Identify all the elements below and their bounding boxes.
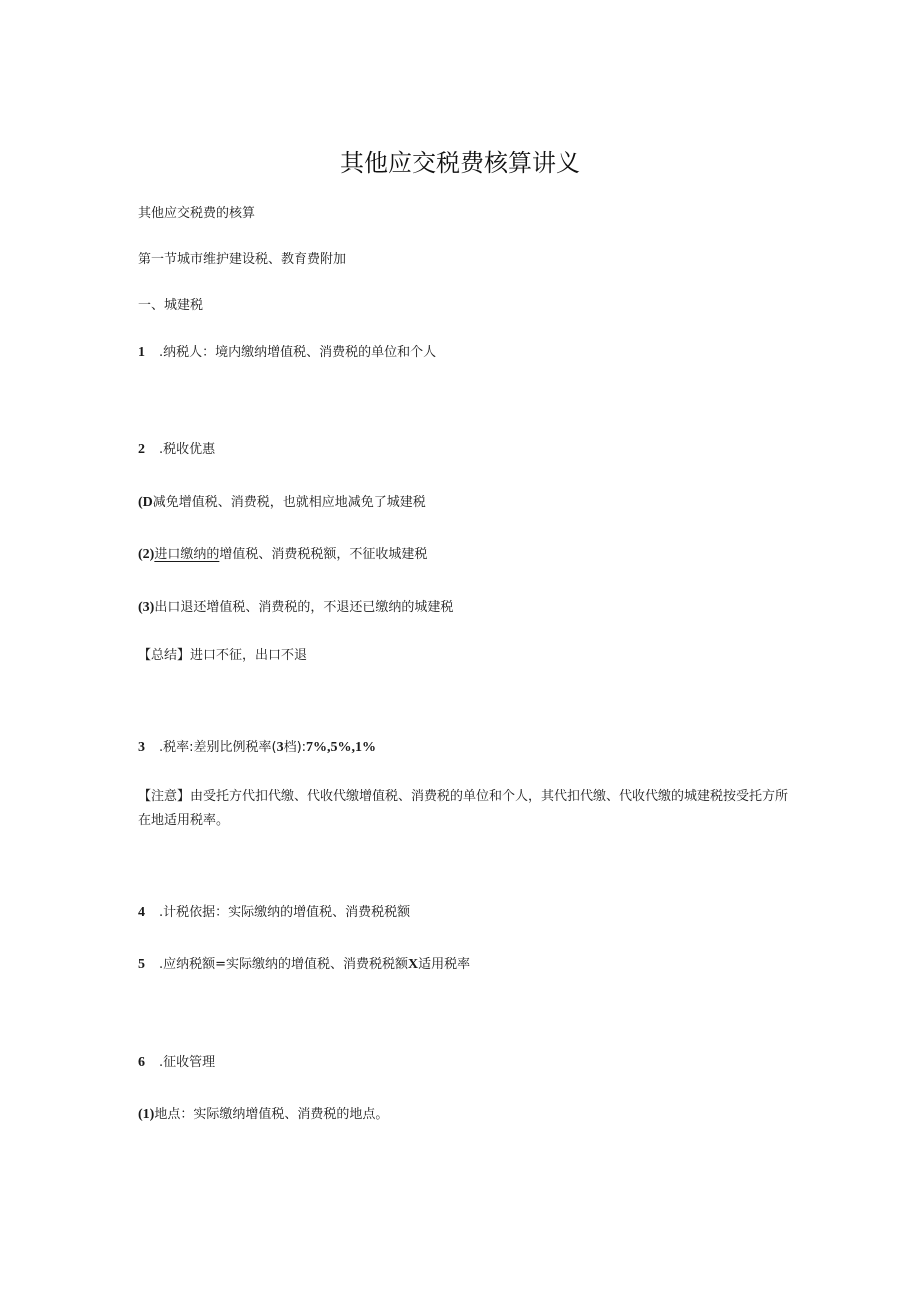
item-5-multiply: X xyxy=(408,957,419,972)
management-1-text: 地点：实际缴纳增值税、消费税的地点。 xyxy=(154,1107,389,1122)
preference-2-text: 增值税、消费税税额，不征收城建税 xyxy=(219,547,428,562)
item-3-rates: 7%,5%,1% xyxy=(306,740,377,755)
preference-3 xyxy=(138,598,453,618)
item-4-number: 4 xyxy=(138,905,145,920)
note: 【注意】由受托方代扣代缴、代收代缴增值税、消费税的单位和个人，其代扣代缴、代收代缴的城建税按受托方所在地适用税率。 xyxy=(138,789,789,828)
preference-3-marker: (3) xyxy=(138,600,155,615)
item-6 xyxy=(138,1053,215,1073)
item-1-text: .纳税人：境内缴纳增值税、消费税的单位和个人 xyxy=(159,345,437,360)
preference-1-marker: (D xyxy=(138,495,153,510)
item-3-text-b: 档): xyxy=(283,740,307,755)
item-3-count: 3 xyxy=(276,740,284,755)
preference-2-marker: (2) xyxy=(138,547,155,562)
item-5 xyxy=(138,955,470,975)
item-5-number: 5 xyxy=(138,957,145,972)
section-heading: 第一节城市维护建设税、教育费附加 xyxy=(138,252,347,267)
part-heading: 一、城建税 xyxy=(138,298,204,313)
item-2-text: .税收优惠 xyxy=(159,442,216,457)
preference-3-text: 出口退还增值税、消费税的，不退还已缴纳的城建税 xyxy=(154,600,454,615)
summary: 【总结】进口不征，出口不退 xyxy=(138,648,308,663)
document-title: 其他应交税费核算讲义 xyxy=(340,149,580,177)
item-4 xyxy=(138,903,410,923)
subtitle: 其他应交税费的核算 xyxy=(138,206,256,221)
management-1-marker: (1) xyxy=(138,1107,155,1122)
item-2 xyxy=(138,440,215,460)
item-3-number: 3 xyxy=(138,740,145,755)
item-4-text: .计税依据：实际缴纳的增值税、消费税税额 xyxy=(159,905,411,920)
item-3-text: .税率:差别比例税率( xyxy=(159,740,277,755)
management-1 xyxy=(138,1105,388,1125)
preference-2 xyxy=(138,545,427,565)
item-1-number: 1 xyxy=(138,345,145,360)
preference-2-underlined: 进口缴纳的 xyxy=(154,547,220,562)
preference-1-text: 减免增值税、消费税，也就相应地减免了城建税 xyxy=(152,495,426,510)
preference-1 xyxy=(138,493,426,513)
item-6-number: 6 xyxy=(138,1055,145,1070)
item-5-text-b: 适用税率 xyxy=(418,957,471,972)
item-2-number: 2 xyxy=(138,442,145,457)
item-6-text: .征收管理 xyxy=(159,1055,216,1070)
item-5-text: .应纳税额=实际缴纳的增值税、消费税税额 xyxy=(159,957,409,972)
item-1 xyxy=(138,343,436,363)
item-3 xyxy=(138,738,376,758)
